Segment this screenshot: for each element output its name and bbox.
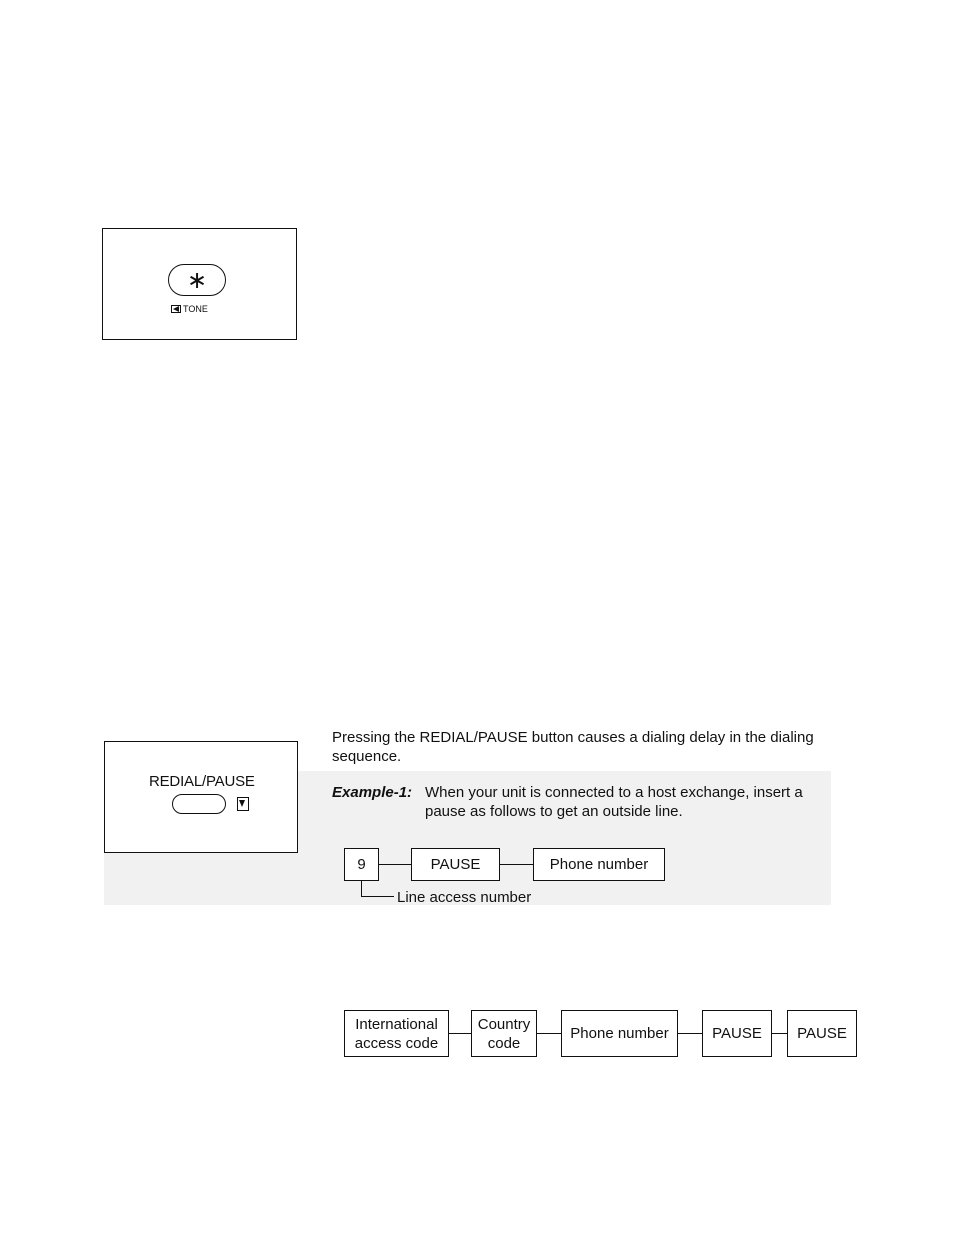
flow1-box-9: 9: [344, 848, 379, 881]
flow2-box-international-access-code: [344, 1010, 449, 1057]
star-tone-key: [168, 264, 226, 296]
example-1-label: Example-1:: [332, 784, 413, 801]
redial-pause-panel-illustration: [104, 741, 298, 853]
left-arrow-icon: [171, 305, 181, 313]
flow2-box-pause-1: PAUSE: [702, 1010, 772, 1057]
down-arrow-icon: [237, 797, 249, 811]
intro-paragraph: Pressing the REDIAL/PAUSE button causes a dialing delay in the dialing sequence.: [332, 729, 814, 765]
flow1-box-phone-number: Phone number: [533, 848, 665, 881]
flow2-box2-line2: code: [487, 1034, 521, 1052]
annotation-leader-horizontal: [361, 896, 394, 897]
tone-label: [171, 304, 208, 314]
connector-line: [537, 1033, 561, 1034]
example-1-text-line1: When your unit is connected to a host exchange, insert a: [425, 784, 803, 801]
flow1-box-pause: PAUSE: [411, 848, 500, 881]
redial-pause-key: [172, 794, 226, 814]
connector-line: [379, 864, 411, 865]
connector-line: [449, 1033, 471, 1034]
annotation-leader-vertical: [361, 881, 362, 897]
connector-line: [772, 1033, 787, 1034]
redial-pause-label: REDIAL/PAUSE: [149, 773, 255, 790]
flow2-box2-line1: Country: [477, 1015, 531, 1033]
asterisk-icon: ∗: [186, 266, 208, 294]
flow2-box1-line1: International: [355, 1015, 438, 1033]
connector-line: [678, 1033, 702, 1034]
line-access-number-annotation: Line access number: [397, 889, 532, 906]
example-1-text-line2: pause as follows to get an outside line.: [425, 803, 683, 820]
flow2-box1-line2: access code: [354, 1034, 439, 1052]
connector-line: [500, 864, 533, 865]
flow2-box-phone-number: Phone number: [561, 1010, 678, 1057]
tone-panel-illustration: [102, 228, 297, 340]
flow2-box-pause-2: PAUSE: [787, 1010, 857, 1057]
flow2-box-country-code: [471, 1010, 537, 1057]
tone-label-text: TONE: [183, 304, 208, 314]
